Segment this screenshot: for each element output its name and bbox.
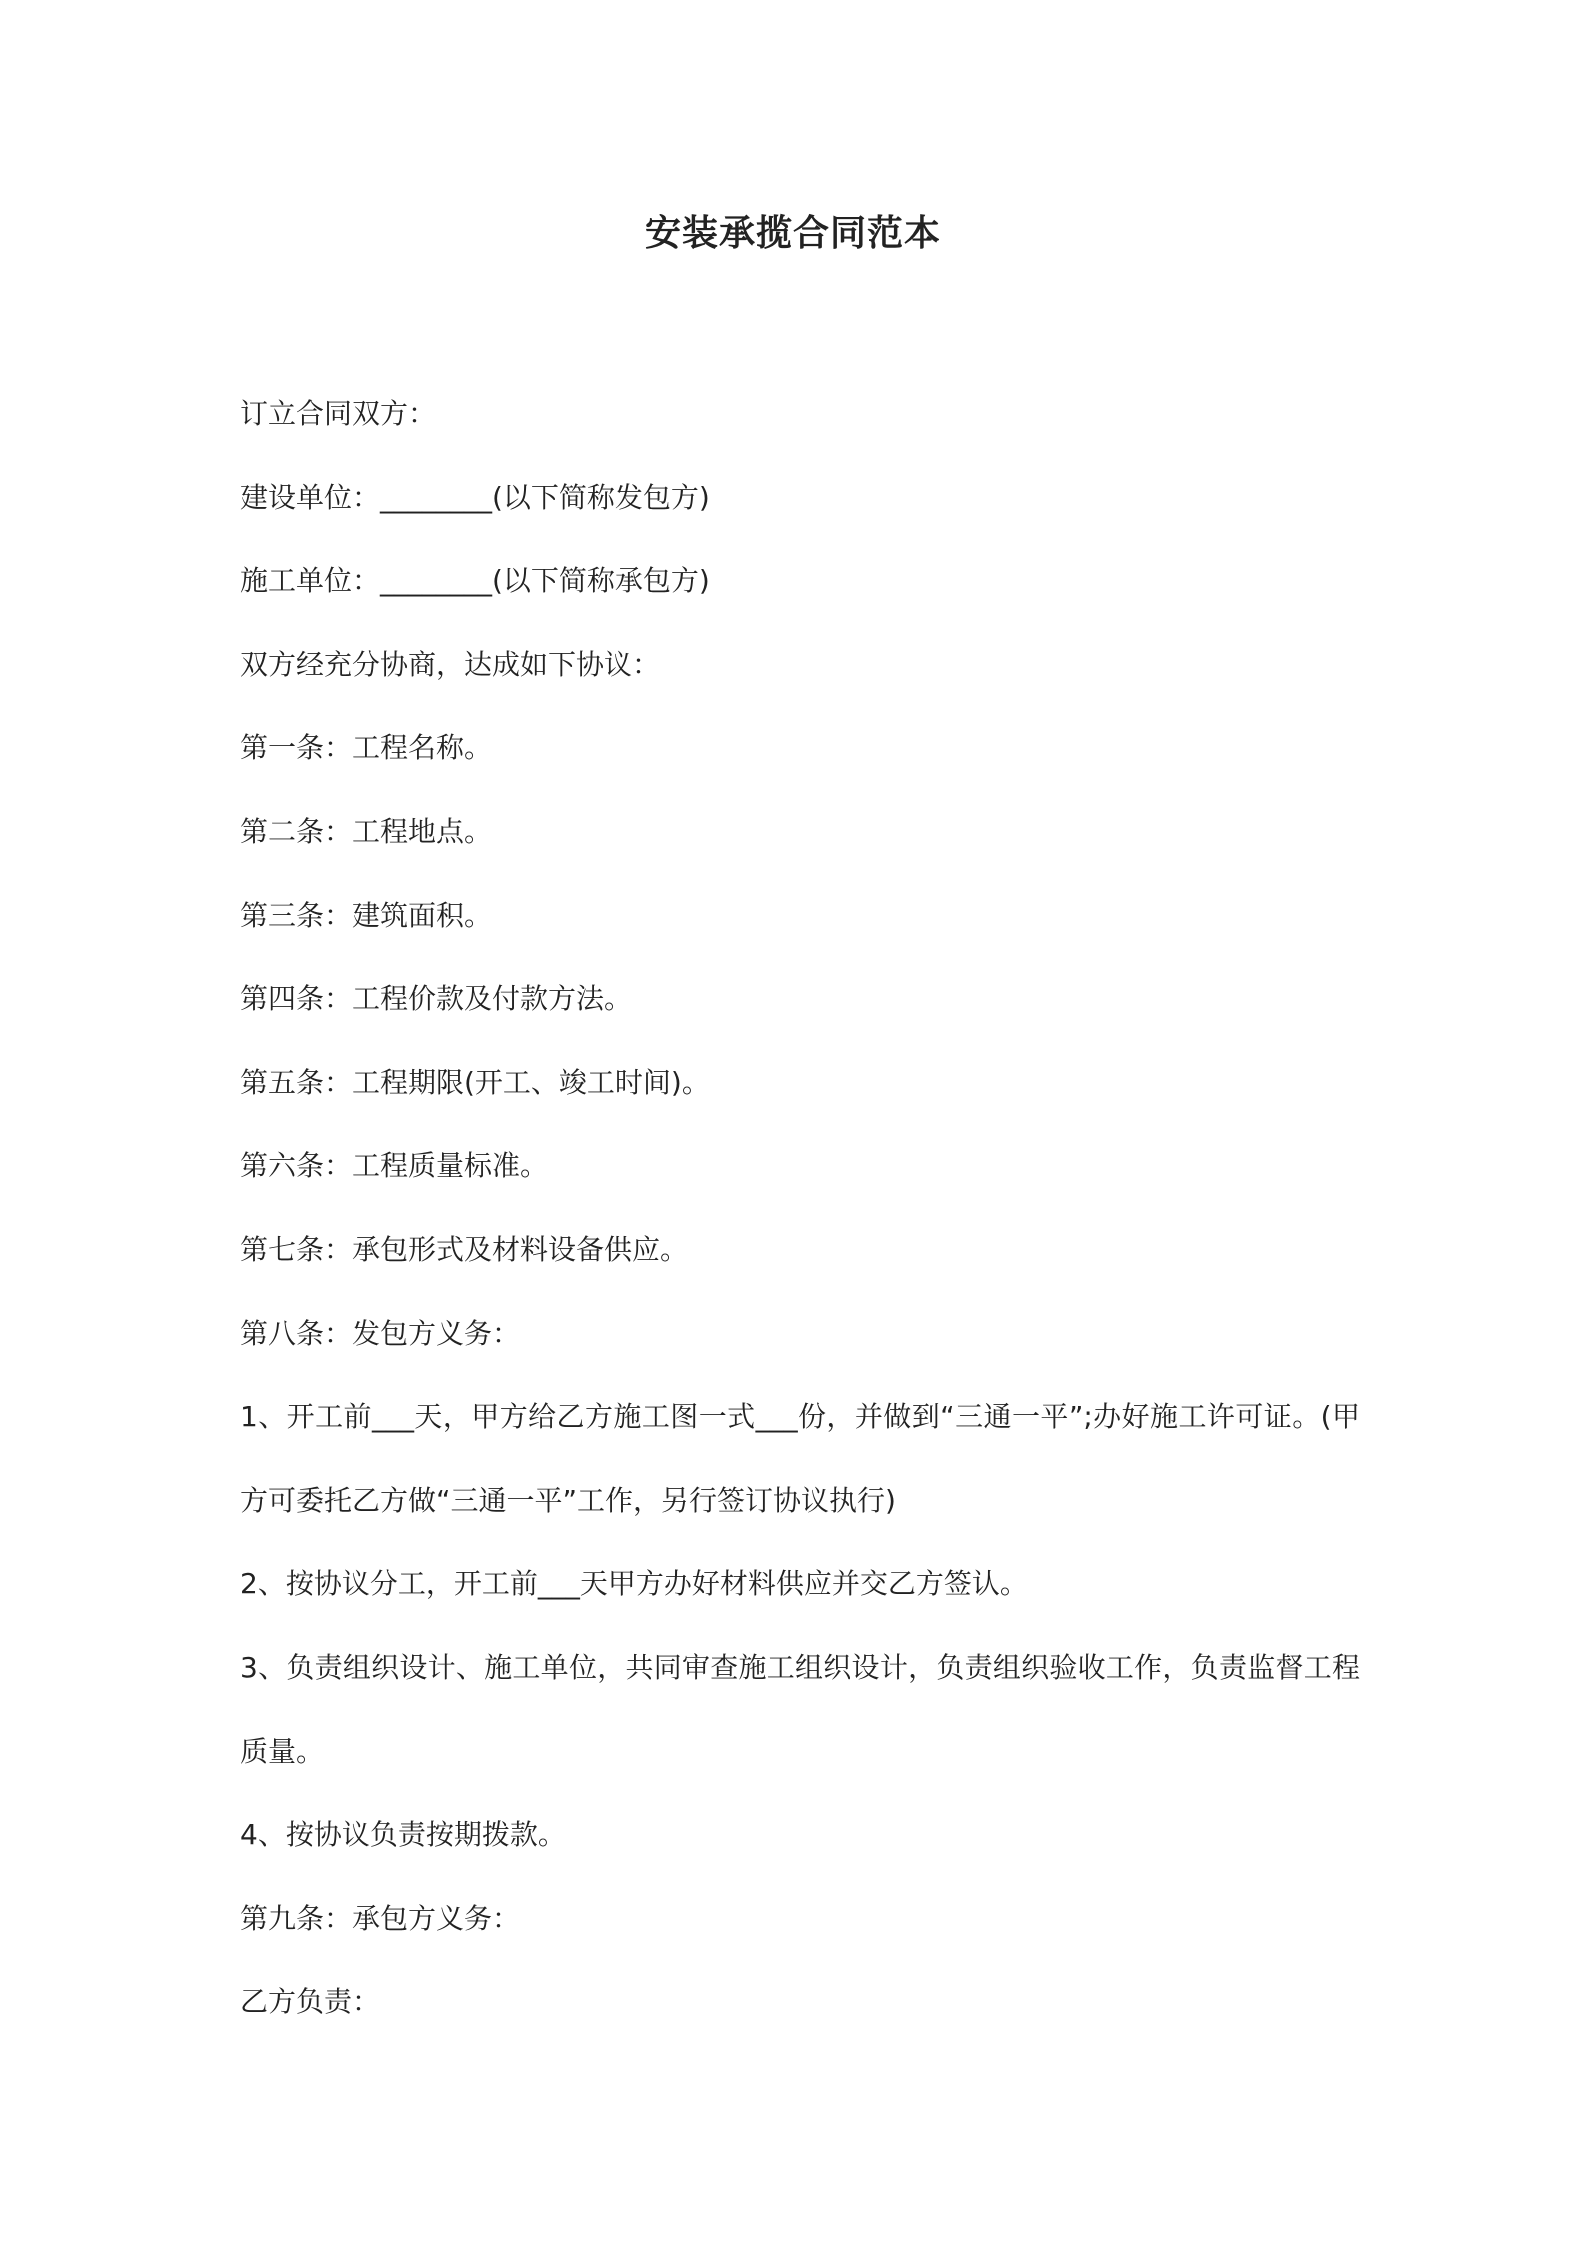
clause-8: 第八条：发包方义务： [240, 1316, 521, 1350]
clause-8-item-4: 4、按协议负责按期拨款。 [240, 1818, 566, 1852]
clause-5: 第五条：工程期限(开工、竣工时间)。 [240, 1065, 710, 1099]
clause-9-intro: 乙方负责： [240, 1985, 381, 2019]
clause-1: 第一条：工程名称。 [240, 731, 493, 765]
paragraph-parties-intro: 订立合同双方： [240, 397, 437, 430]
document-title: 安装承揽合同范本 [644, 213, 941, 254]
paragraph-agreement-intro: 双方经充分协商，达成如下协议： [240, 647, 661, 681]
clause-8-item-3: 3、负责组织设计、施工单位，共同审查施工组织设计，负责组织验收工作，负责监督工程质量。 [240, 1650, 1360, 1768]
document-body [240, 372, 1360, 2044]
clause-3: 第三条：建筑面积。 [240, 898, 493, 932]
clause-8-item-2: 2、按协议分工，开工前___天甲方办好材料供应并交乙方签认。 [240, 1567, 1028, 1601]
clause-9: 第九条：承包方义务： [240, 1901, 521, 1935]
clause-2: 第二条：工程地点。 [240, 814, 493, 848]
clause-6: 第六条：工程质量标准。 [240, 1149, 549, 1183]
clause-8-item-1: 1、开工前___天，甲方给乙方施工图一式___份，并做到“三通一平”;办好施工许可证。(甲方可委托乙方做“三通一平”工作，另行签订协议执行) [240, 1400, 1360, 1517]
clause-7: 第七条：承包形式及材料设备供应。 [240, 1232, 689, 1266]
clause-4: 第四条：工程价款及付款方法。 [240, 982, 633, 1016]
paragraph-construction-unit: 建设单位：________(以下简称发包方) [240, 480, 710, 514]
paragraph-contractor-unit: 施工单位：________(以下简称承包方) [240, 564, 710, 598]
